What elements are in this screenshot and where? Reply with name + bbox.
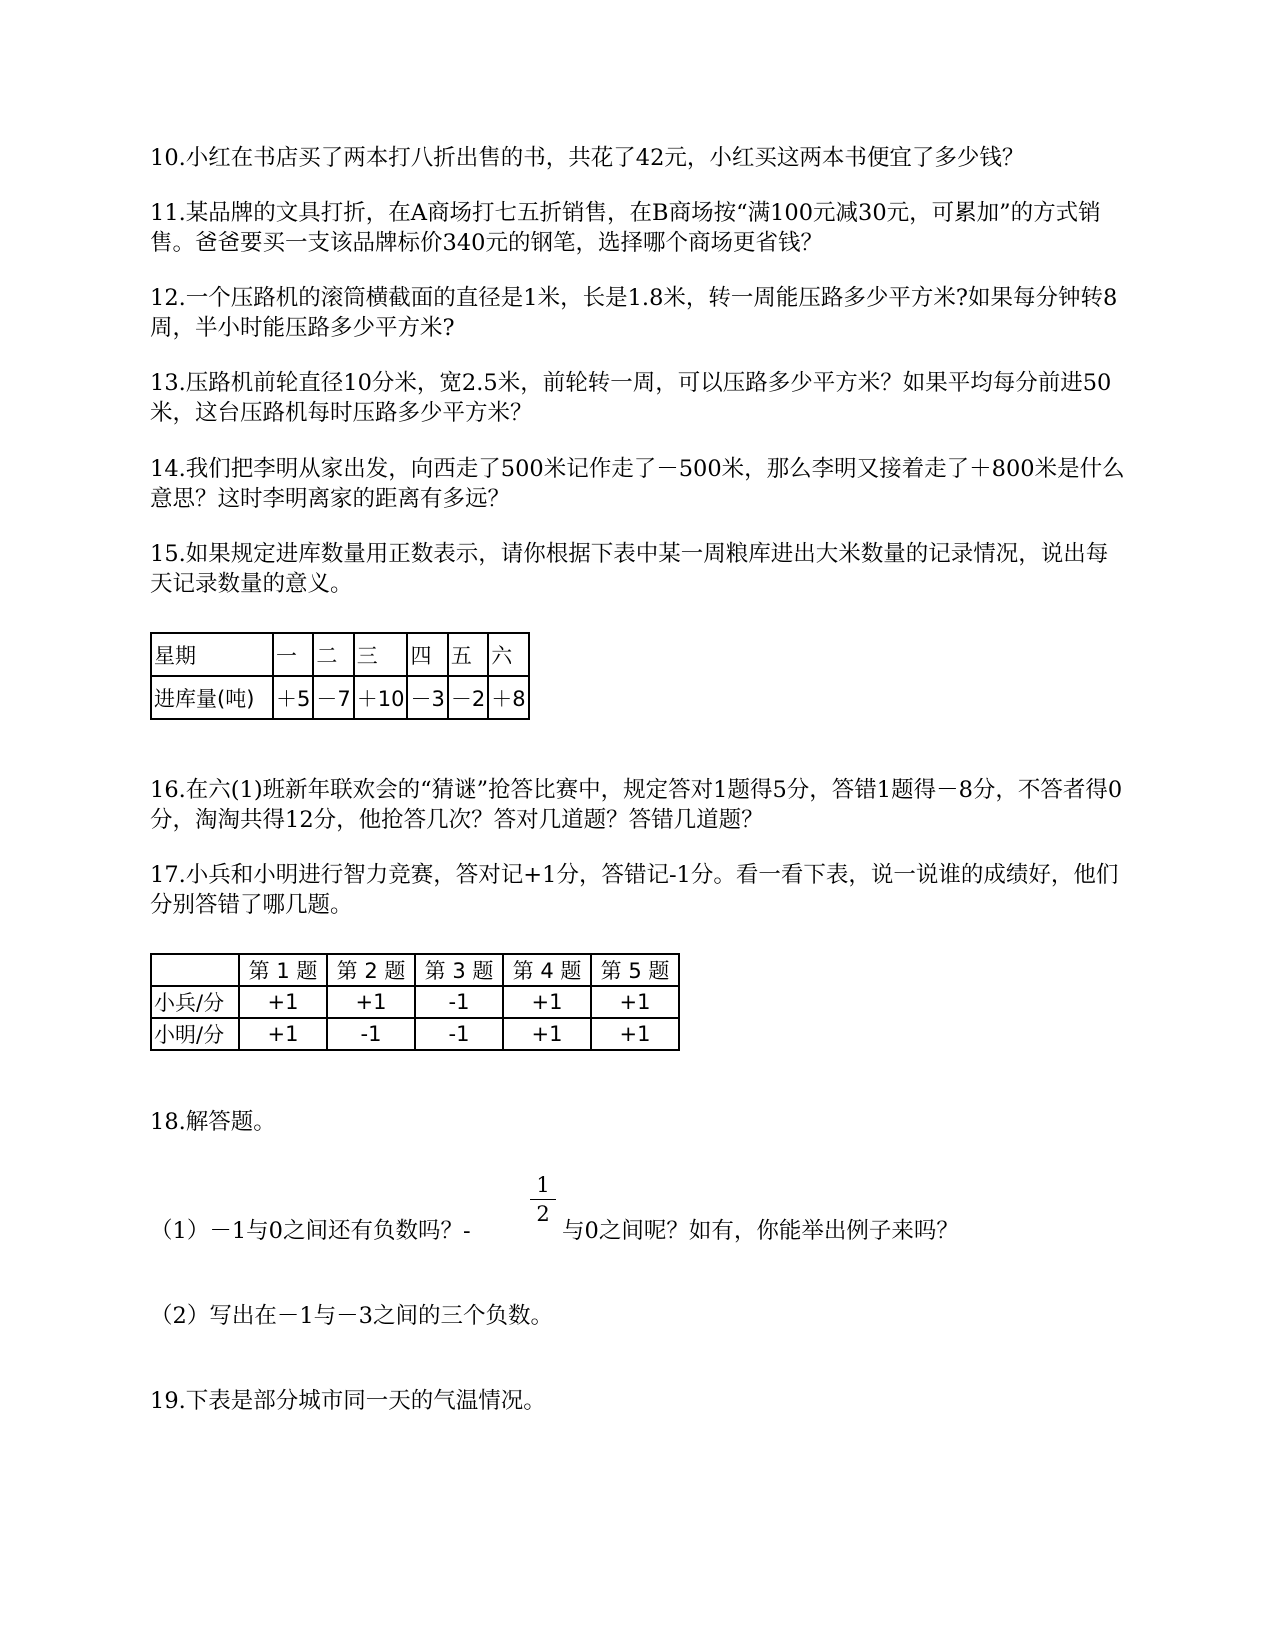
grain-value-cell: －3 bbox=[407, 676, 447, 719]
quiz-header-cell: 第 5 题 bbox=[591, 954, 679, 986]
fraction-denominator: 2 bbox=[536, 1202, 550, 1226]
question-12: 12.一个压路机的滚筒横截面的直径是1米，长是1.8米，转一周能压路多少平方米?如果每分钟转8周，半小时能压路多少平方米? bbox=[150, 285, 1118, 341]
grain-value-cell: ＋5 bbox=[273, 676, 313, 719]
grain-value-cell: －2 bbox=[448, 676, 488, 719]
grain-header-cell: 五 bbox=[448, 633, 488, 676]
grain-table-data-row bbox=[151, 676, 529, 719]
quiz-table-header-row bbox=[151, 954, 679, 986]
quiz-score-cell: +1 bbox=[503, 1018, 591, 1050]
grain-header-cell: 四 bbox=[407, 633, 447, 676]
grain-header-cell: 一 bbox=[273, 633, 313, 676]
grain-table-header-row bbox=[151, 633, 529, 676]
quiz-header-cell: 第 2 题 bbox=[327, 954, 415, 986]
grain-value-cell: －7 bbox=[313, 676, 353, 719]
quiz-score-cell: -1 bbox=[415, 986, 503, 1018]
grain-header-cell: 星期 bbox=[151, 633, 273, 676]
quiz-header-cell: 第 4 题 bbox=[503, 954, 591, 986]
quiz-score-cell: +1 bbox=[327, 986, 415, 1018]
quiz-score-cell: +1 bbox=[239, 1018, 327, 1050]
question-18-part-1-end: 与0之间呢？如有，你能举出例子来吗？ bbox=[562, 1218, 959, 1244]
quiz-table bbox=[150, 953, 680, 1051]
question-13: 13.压路机前轮直径10分米，宽2.5米，前轮转一周，可以压路多少平方米？如果平均每分前进50米，这台压路机每时压路多少平方米？ bbox=[150, 370, 1112, 426]
question-18-part-2: （2）写出在－1与－3之间的三个负数。 bbox=[150, 1303, 553, 1329]
quiz-score-cell: +1 bbox=[591, 1018, 679, 1050]
grain-header-cell: 六 bbox=[488, 633, 528, 676]
question-19: 19.下表是部分城市同一天的气温情况。 bbox=[150, 1388, 546, 1414]
question-17: 17.小兵和小明进行智力竞赛，答对记+1分，答错记-1分。看一看下表，说一说谁的成绩好，他们分别答错了哪几题。 bbox=[150, 862, 1119, 918]
quiz-header-cell: 第 3 题 bbox=[415, 954, 503, 986]
grain-row-label: 进库量(吨) bbox=[151, 676, 273, 719]
question-14: 14.我们把李明从家出发，向西走了500米记作走了－500米，那么李明又接着走了＋800米是什么意思？这时李明离家的距离有多远？ bbox=[150, 456, 1125, 512]
fraction-numerator: 1 bbox=[536, 1173, 550, 1197]
grain-value-cell: ＋10 bbox=[354, 676, 408, 719]
question-18: 18.解答题。 bbox=[150, 1109, 276, 1135]
question-15: 15.如果规定进库数量用正数表示，请你根据下表中某一周粮库进出大米数量的记录情况，说出每天记录数量的意义。 bbox=[150, 541, 1109, 597]
fraction-bar bbox=[530, 1199, 556, 1200]
quiz-score-cell: +1 bbox=[591, 986, 679, 1018]
grain-value-cell: ＋8 bbox=[488, 676, 528, 719]
fraction-one-half bbox=[530, 1172, 556, 1227]
quiz-row-label: 小明/分 bbox=[151, 1018, 239, 1050]
quiz-row-label: 小兵/分 bbox=[151, 986, 239, 1018]
quiz-score-cell: -1 bbox=[415, 1018, 503, 1050]
quiz-table-row-xiaoming bbox=[151, 1018, 679, 1050]
quiz-header-cell: 第 1 题 bbox=[239, 954, 327, 986]
quiz-header-cell bbox=[151, 954, 239, 986]
question-11: 11.某品牌的文具打折，在A商场打七五折销售，在B商场按“满100元减30元，可累加”的方式销售。爸爸要买一支该品牌标价340元的钢笔，选择哪个商场更省钱？ bbox=[150, 200, 1101, 256]
grain-header-cell: 二 bbox=[313, 633, 353, 676]
quiz-score-cell: -1 bbox=[327, 1018, 415, 1050]
grain-table bbox=[150, 632, 530, 720]
quiz-table-row-xiaobing bbox=[151, 986, 679, 1018]
quiz-score-cell: +1 bbox=[503, 986, 591, 1018]
question-18-part-1-start: （1）－1与0之间还有负数吗？- bbox=[150, 1218, 471, 1244]
quiz-score-cell: +1 bbox=[239, 986, 327, 1018]
grain-header-cell: 三 bbox=[354, 633, 408, 676]
question-10: 10.小红在书店买了两本打八折出售的书，共花了42元，小红买这两本书便宜了多少钱？ bbox=[150, 145, 1025, 171]
question-16: 16.在六(1)班新年联欢会的“猜谜”抢答比赛中，规定答对1题得5分，答错1题得－8分，不答者得0分，淘淘共得12分，他抢答几次？答对几道题？答错几道题？ bbox=[150, 777, 1123, 833]
